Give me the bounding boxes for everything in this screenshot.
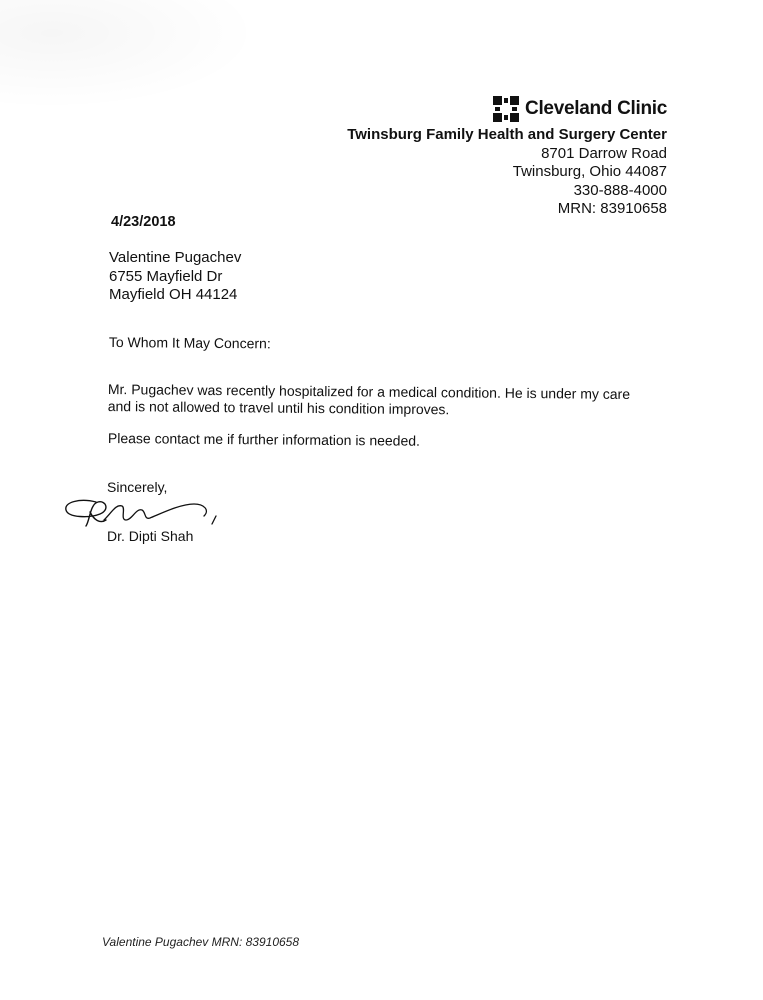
page-footer: Valentine Pugachev MRN: 83910658 xyxy=(102,935,300,949)
recipient-name: Valentine Pugachev xyxy=(109,249,242,266)
letter-date: 4/23/2018 xyxy=(111,214,176,230)
phone-number: 330-888-4000 xyxy=(573,181,667,199)
body-paragraph: Mr. Pugachev was recently hospitalized for a medical condition. He is under my care and is not allowed to travel until his condition improves. xyxy=(107,381,631,417)
logo-text: Cleveland Clinic xyxy=(525,98,667,119)
closing: Sincerely, xyxy=(107,479,168,495)
center-name: Twinsburg Family Health and Surgery Center xyxy=(347,126,667,143)
recipient-city: Mayfield OH 44124 xyxy=(109,286,238,303)
handwritten-signature-icon xyxy=(60,490,230,532)
cleveland-clinic-logo-icon xyxy=(493,96,519,122)
logo-row xyxy=(347,94,667,124)
letterhead xyxy=(347,94,667,219)
signer-name: Dr. Dipti Shah xyxy=(107,528,194,544)
salutation: To Whom It May Concern: xyxy=(108,334,271,352)
contact-line: Please contact me if further information is needed. xyxy=(107,430,421,449)
scan-artifact xyxy=(0,0,260,110)
mrn-number: MRN: 83910658 xyxy=(557,200,667,217)
address-line-2: Twinsburg, Ohio 44087 xyxy=(512,163,667,180)
address-line-1: 8701 Darrow Road xyxy=(541,144,667,162)
recipient-street: 6755 Mayfield Dr xyxy=(109,267,223,285)
recipient-address xyxy=(109,249,241,305)
